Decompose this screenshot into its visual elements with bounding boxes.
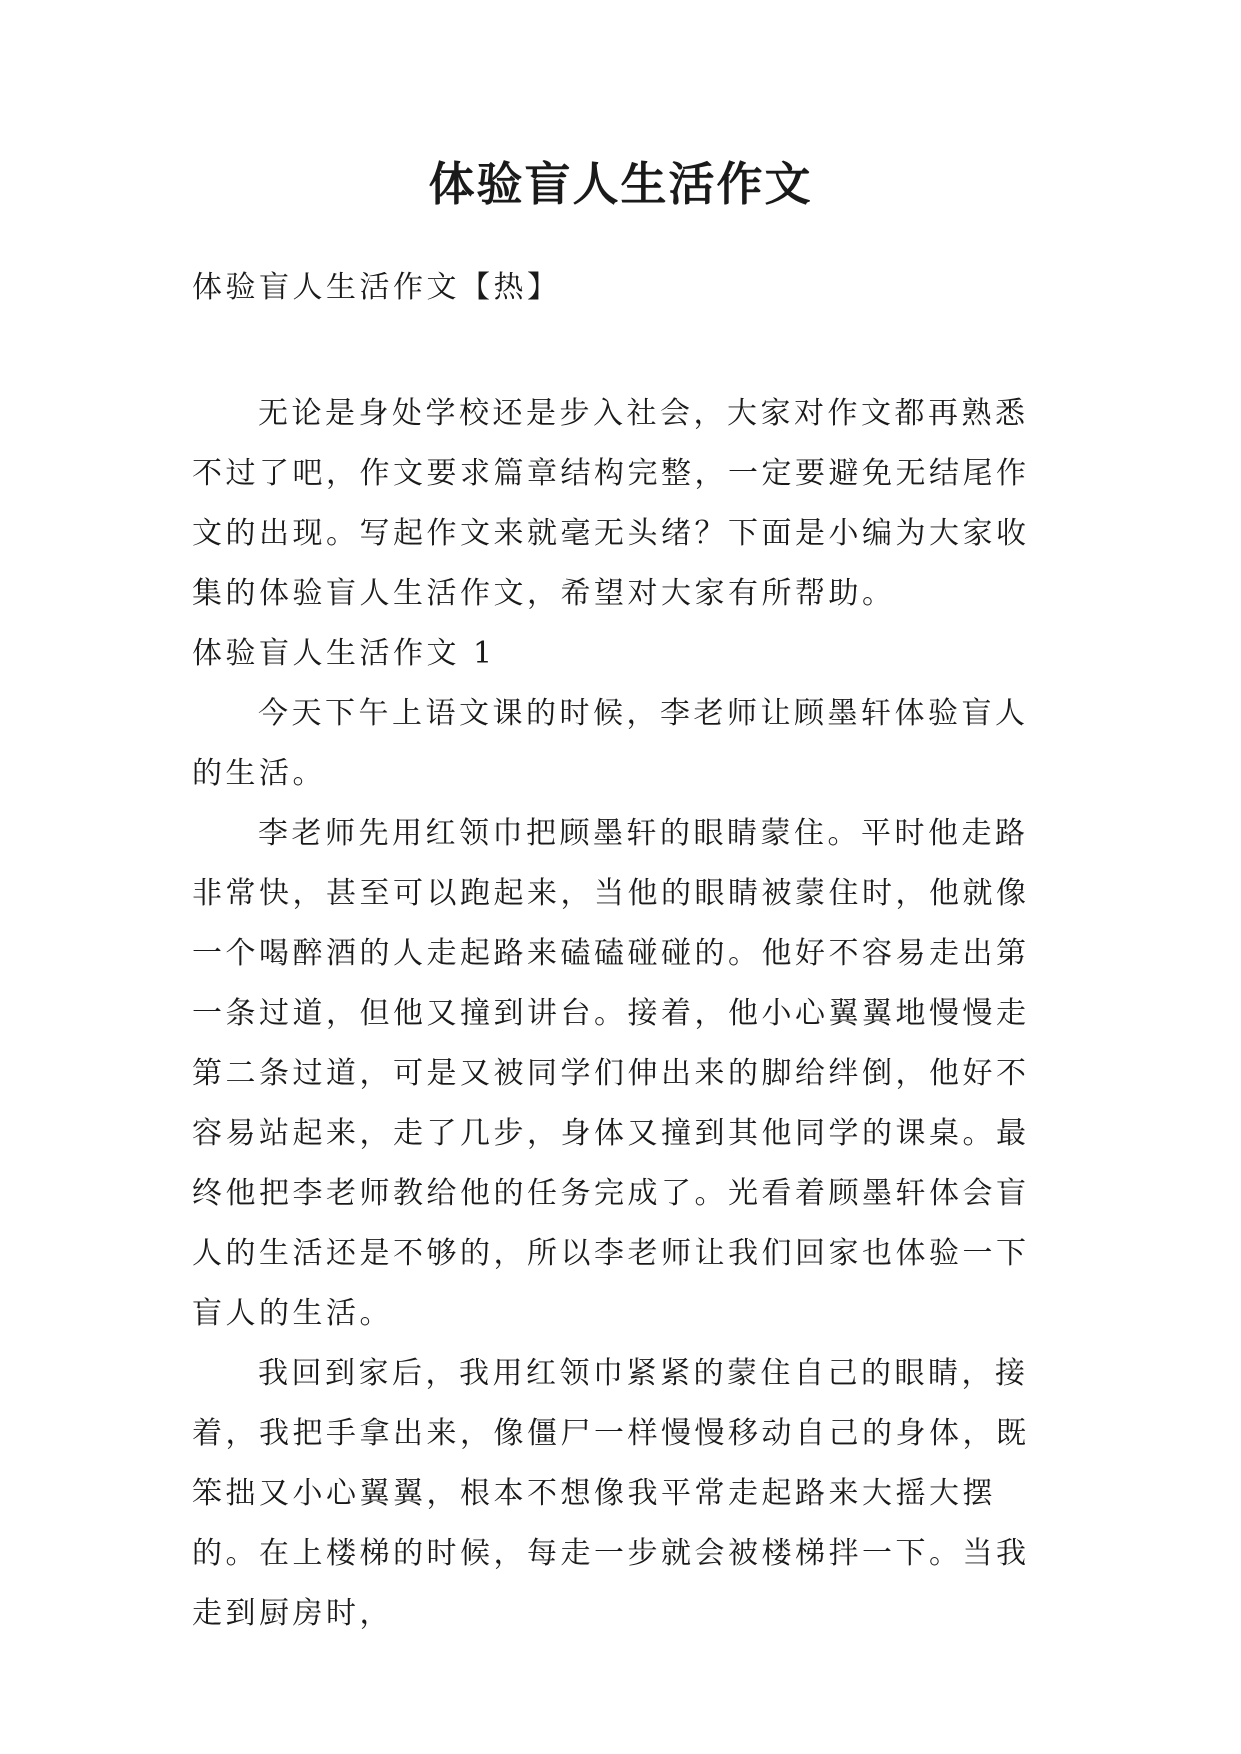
intro-paragraph: 无论是身处学校还是步入社会，大家对作文都再熟悉不过了吧，作文要求篇章结构完整，一定要避免无结尾作文的出现。写起作文来就毫无头绪？下面是小编为大家收集的体验盲人生活作文，希望对大家有所帮助。 [192,396,1030,611]
body-paragraph-2: 李老师先用红领巾把顾墨轩的眼睛蒙住。平时他走路非常快，甚至可以跑起来，当他的眼睛被蒙住时，他就像一个喝醉酒的人走起路来磕磕碰碰的。他好不容易走出第一条过道，但他又撞到讲台。接着，他小心翼翼地慢慢走第二条过道，可是又被同学们伸出来的脚给绊倒，他好不容易站起来，走了几步，身体又撞到其他同学的课桌。最终他把李老师教给他的任务完成了。光看着顾墨轩体会盲人的生活还是不够的，所以李老师让我们回家也体验一下盲人的生活。 [192,816,1030,1331]
document-title: 体验盲人生活作文 [428,157,813,211]
document-body [192,258,1052,1644]
body-paragraph-1: 今天下午上语文课的时候，李老师让顾墨轩体验盲人的生活。 [192,696,1029,791]
document-subtitle: 体验盲人生活作文【热】 [192,270,561,305]
section-heading: 体验盲人生活作文 1 [192,636,496,671]
body-paragraph-3: 我回到家后，我用红领巾紧紧的蒙住自己的眼睛，接着，我把手拿出来，像僵尸一样慢慢移动自己的身体，既笨拙又小心翼翼，根本不想像我平常走起路来大摇大摆的。在上楼梯的时候，每走一步就会被楼梯拌一下。当我走到厨房时， [192,1356,1030,1631]
